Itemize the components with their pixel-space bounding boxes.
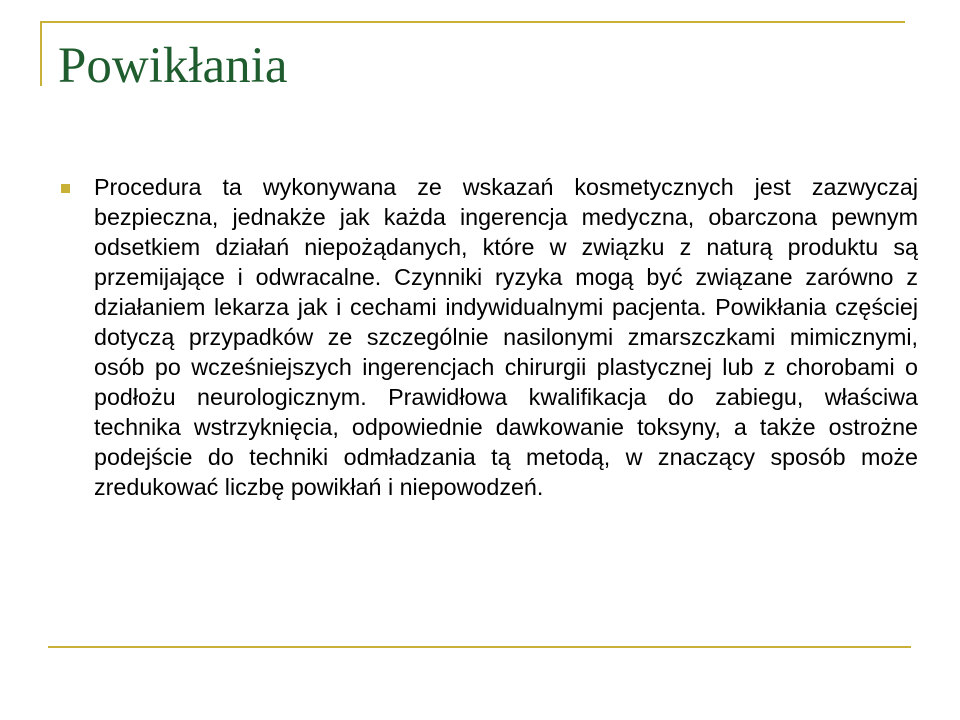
bottom-rule bbox=[48, 646, 911, 648]
bullet-list bbox=[58, 172, 918, 502]
top-rule bbox=[40, 21, 905, 23]
slide-title: Powikłania bbox=[58, 38, 288, 94]
bullet-text: Procedura ta wykonywana ze wskazań kosmetycznych jest zazwyczaj bezpieczna, jednakże jak każda ingerencja medyczna, obarczona pewnym odsetkiem działań niepożądanych, które w związku z naturą produktu są przemijające i odwracalne. Czynniki ryzyka mogą być związane zarówno z działaniem lekarza jak i cechami indywidualnymi pacjenta. Powikłania częściej dotyczą przypadków ze szczególnie nasilonymi zmarszczkami mimicznymi, osób po wcześniejszych ingerencjach chirurgii plastycznej lub z chorobami o podłożu neurologicznym. Prawidłowa kwalifikacja do zabiegu, właściwa technika wstrzyknięcia, odpowiednie dawkowanie toksyny, a także ostrożne podejście do techniki odmładzania tą metodą, w znaczący sposób może zredukować liczbę powikłań i niepowodzeń. bbox=[94, 174, 918, 500]
bullet-item bbox=[58, 172, 918, 502]
square-bullet-icon bbox=[61, 184, 70, 193]
left-rule bbox=[40, 21, 42, 86]
